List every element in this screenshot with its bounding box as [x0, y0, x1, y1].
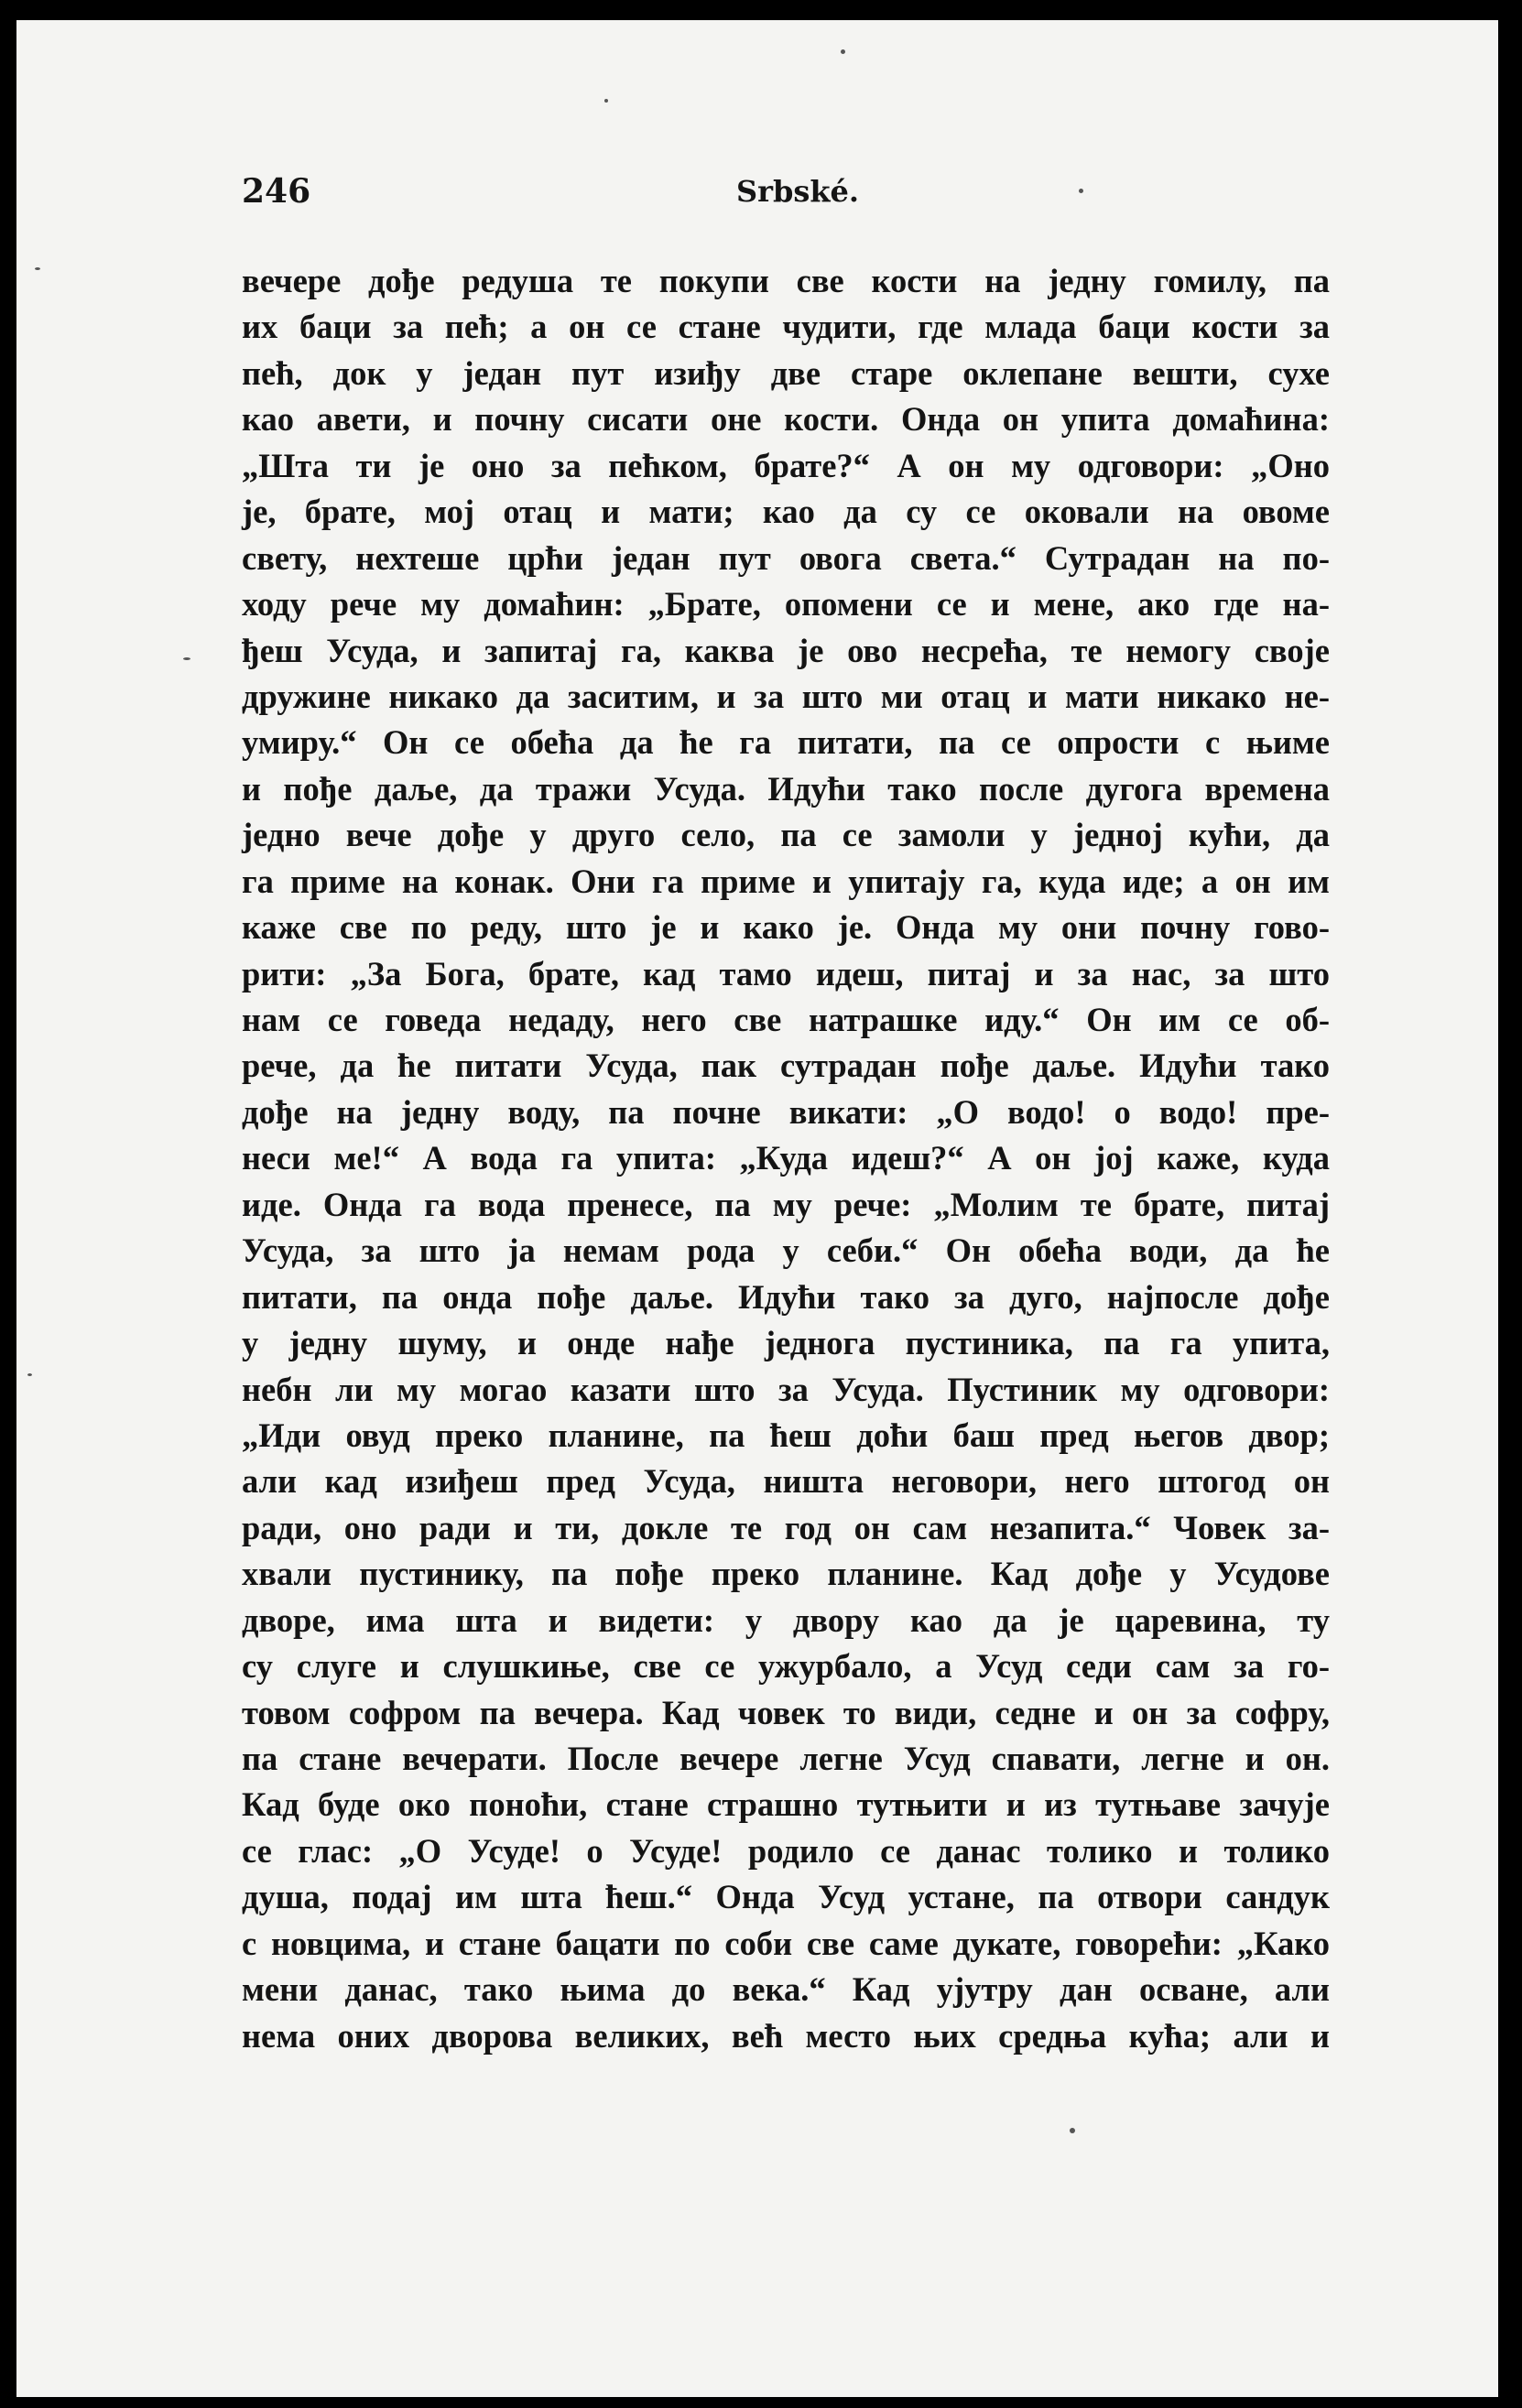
text-line: рече, да ће питати Усуда, пак сутрадан пође даље. Идући тако: [242, 1047, 1330, 1085]
text-line: неси ме!“ А вода га упита: „Куда идеш?“ А он јој каже, куда: [242, 1139, 1330, 1177]
text-line: и пође даље, да тражи Усуда. Идући тако после дугога времена: [242, 769, 1330, 808]
text-line: се глас: „О Усуде! о Усуде! родило се данас толико и толико: [242, 1831, 1330, 1870]
text-line: нема оних дворова великих, већ место њих средња кућа; али и: [242, 2016, 1330, 2055]
text-line: су слуге и слушкиње, све се ужурбало, а Усуд седи сам за го-: [242, 1647, 1330, 1686]
text-line: нам се говеда недаду, него све натрашке иду.“ Он им се об-: [242, 1001, 1330, 1038]
text-line: дружине никако да заситим, и за што ми отац и мати никако не-: [242, 677, 1330, 715]
text-line: ходу рече му домаћин: „Брате, опомени се и мене, ако где на-: [242, 585, 1330, 624]
running-head: Srbské.: [736, 174, 860, 209]
scan-speck: [604, 99, 608, 103]
text-line: као авети, и почну сисати оне кости. Онда он упита домаћина:: [242, 400, 1330, 439]
text-line: хвали пустинику, па пође преко планине. Кад дође у Усудове: [242, 1555, 1330, 1593]
text-line: рити: „За Бога, брате, кад тамо идеш, питај и за нас, за што: [242, 954, 1330, 992]
text-line: дође на једну воду, па почне викати: „О водо! о водо! пре-: [242, 1092, 1330, 1131]
scan-border: [1498, 0, 1522, 2408]
text-line: свету, нехтеше црћи један пут овога света.“ Сутрадан на по-: [242, 538, 1330, 577]
page-number: 246: [242, 172, 311, 211]
text-line: душа, подај им шта ћеш.“ Онда Усуд устане, па отвори сандук: [242, 1878, 1330, 1916]
text-line: каже све по реду, што је и како је. Онда му они почну гово-: [242, 908, 1330, 947]
text-line: али кад изиђеш пред Усуда, ништа неговори, него штогод он: [242, 1462, 1330, 1501]
text-line: ђеш Усуда, и запитај га, каква је ово несрећа, те немогу своје: [242, 631, 1330, 669]
text-line: их баци за пећ; а он се стане чудити, где млада баци кости за: [242, 308, 1330, 346]
text-line: Усуда, за што ја немам рода у себи.“ Он обећа води, да ће: [242, 1231, 1330, 1270]
page-header: [242, 172, 1350, 223]
text-line: мени данас, тако њима до века.“ Кад ујутру дан осване, али: [242, 1970, 1330, 2009]
text-line: па стане вечерати. После вечере легне Усуд спавати, легне и он.: [242, 1740, 1330, 1777]
body-text: [242, 258, 1330, 2059]
scan-speck: [841, 49, 845, 54]
text-line: ради, оно ради и ти, докле те год он сам незапита.“ Човек за-: [242, 1508, 1330, 1546]
text-line: „Иди овуд преко планине, па ћеш доћи баш пред његов двор;: [242, 1416, 1330, 1454]
text-line: је, брате, мој отац и мати; као да су се оковали на овоме: [242, 493, 1330, 531]
text-line: пећ, док у један пут изиђу две старе оклепане вешти, сухе: [242, 353, 1330, 392]
text-line: с новцима, и стане бацати по соби све саме дукате, говорећи: „Како: [242, 1924, 1330, 1962]
scan-speck: [1070, 2128, 1075, 2133]
scan-speck: [35, 267, 40, 270]
text-line: у једну шуму, и онде нађе једнога пустиника, па га упита,: [242, 1324, 1330, 1362]
text-line: небн ли му могао казати што за Усуда. Пустиник му одговори:: [242, 1370, 1330, 1408]
text-line: „Шта ти је оно за пећком, брате?“ А он му одговори: „Оно: [242, 446, 1330, 484]
text-line: га приме на конак. Они га приме и упитају га, куда иде; а он им: [242, 862, 1330, 900]
scan-speck: [27, 1373, 32, 1376]
text-line: једно вече дође у друго село, па се замоли у једној кући, да: [242, 816, 1330, 854]
text-line: питати, па онда пође даље. Идући тако за дуго, најпосле дође: [242, 1277, 1330, 1316]
scan-speck: [1079, 189, 1083, 193]
scan-speck: [183, 657, 190, 660]
text-line: умиру.“ Он се обећа да ће га питати, па се опрости с њиме: [242, 723, 1330, 762]
text-line: вечере дође редуша те покупи све кости на једну гомилу, па: [242, 262, 1330, 299]
text-line: Кад буде око поноћи, стане страшно тутњити и из тутњаве зачује: [242, 1785, 1330, 1824]
text-line: дворе, има шта и видети: у двору као да је царевина, ту: [242, 1600, 1330, 1639]
text-line: товом софром па вечера. Кад човек то види, седне и он за софру,: [242, 1693, 1330, 1731]
text-line: иде. Онда га вода пренесе, па му рече: „Молим те брате, питај: [242, 1185, 1330, 1223]
